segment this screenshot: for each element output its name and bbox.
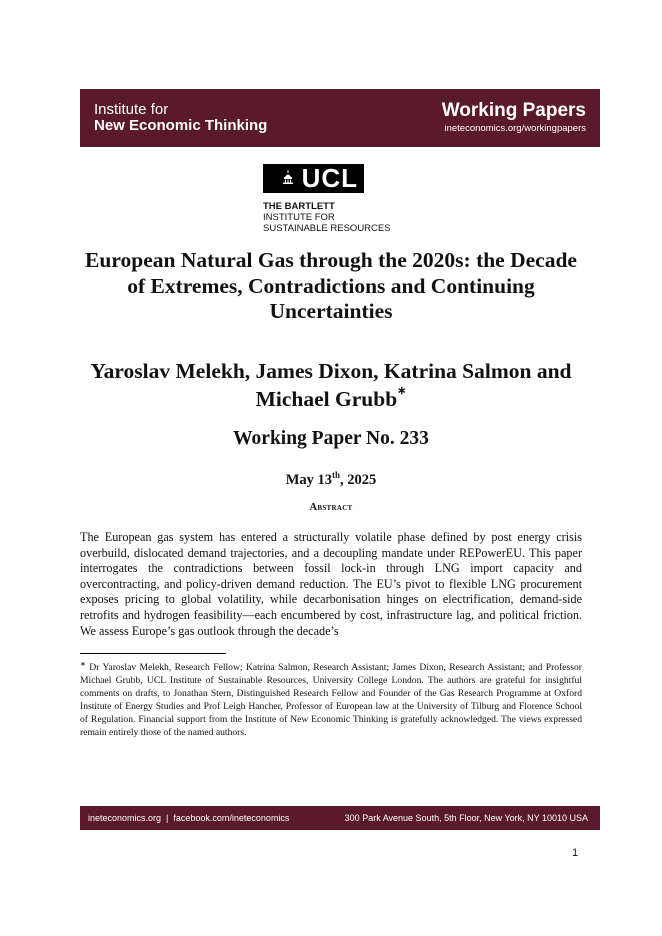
date-prefix: May 13 bbox=[285, 471, 333, 488]
footnote-mark: ∗ bbox=[80, 660, 86, 668]
publication-date bbox=[80, 466, 582, 489]
working-paper-number: Working Paper No. 233 bbox=[233, 428, 429, 449]
inet-header-banner bbox=[80, 89, 600, 147]
authors-names: Yaroslav Melekh, James Dixon, Katrina Salmon and Michael Grubb bbox=[90, 359, 572, 411]
paper-title: European Natural Gas through the 2020s: the Decade of Extremes, Contradictions and Continuing Uncertainties bbox=[85, 248, 577, 323]
inet-footer-banner bbox=[80, 806, 600, 830]
date-ordinal: th bbox=[332, 470, 341, 480]
footer-links: ineteconomics.org | facebook.com/ineteconomics bbox=[88, 813, 290, 823]
org-name-line2: New Economic Thinking bbox=[94, 117, 268, 134]
bartlett-line1: THE BARTLETT bbox=[263, 201, 335, 212]
bartlett-institute-label bbox=[263, 201, 391, 234]
abstract-heading: Abstract bbox=[309, 502, 353, 513]
bartlett-line2: INSTITUTE FOR bbox=[263, 212, 335, 223]
footnote-text: Dr Yaroslav Melekh, Research Fellow; Katrina Salmon, Research Assistant; James Dixon, Research Assistant; and Professor Michael Grubb, UCL Institute of Sustainable Resources, University College London. The authors are grateful for insightful comments on drafts, to Jonathan Stern, Distinguished Research Fellow and Founder of the Gas Research Programme at Oxford Institute of Energy Studies and Prof Leigh Hancher, Professor of European law at the University of Tilburg and Florence School of Regulation. Financial support from the Institute of New Economic Thinking is gratefully acknowledged. The views expressed remain entirely those of the named authors. bbox=[80, 662, 582, 739]
footer-address: 300 Park Avenue South, 5th Floor, New York, NY 10010 USA bbox=[344, 813, 588, 823]
date-suffix: , 2025 bbox=[340, 471, 377, 488]
ucl-logo bbox=[263, 164, 364, 193]
footnote-divider bbox=[80, 653, 226, 654]
series-url: ineteconomics.org/workingpapers bbox=[444, 123, 586, 134]
bartlett-line3: SUSTAINABLE RESOURCES bbox=[263, 223, 391, 234]
author-footnote bbox=[80, 658, 582, 739]
paper-authors bbox=[80, 357, 582, 413]
ucl-logo-text: UCL bbox=[301, 163, 358, 193]
ucl-dome-icon bbox=[283, 170, 293, 184]
authors-footnote-mark: ∗ bbox=[397, 385, 407, 397]
abstract-text: The European gas system has entered a structurally volatile phase defined by post energy crisis overbuild, dislocated demand trajectories, and a decoupling mandate under REPowerEU. This paper interrogates the contradictions between fossil lock-in through LNG import capacity and overcontracting, and policy-driven demand reduction. The EU’s pivot to flexible LNG procurement exposes pricing to global volatility, while decarbonisation hinges on electrification, demand-side retrofits and hydrogen feasibility—each encumbered by cost, infrastructure lag, and political friction. We assess Europe’s gas outlook through the decade’s bbox=[80, 530, 582, 638]
org-name-line1: Institute for bbox=[94, 101, 169, 118]
series-title: Working Papers bbox=[441, 100, 586, 121]
page-number: 1 bbox=[572, 847, 579, 859]
